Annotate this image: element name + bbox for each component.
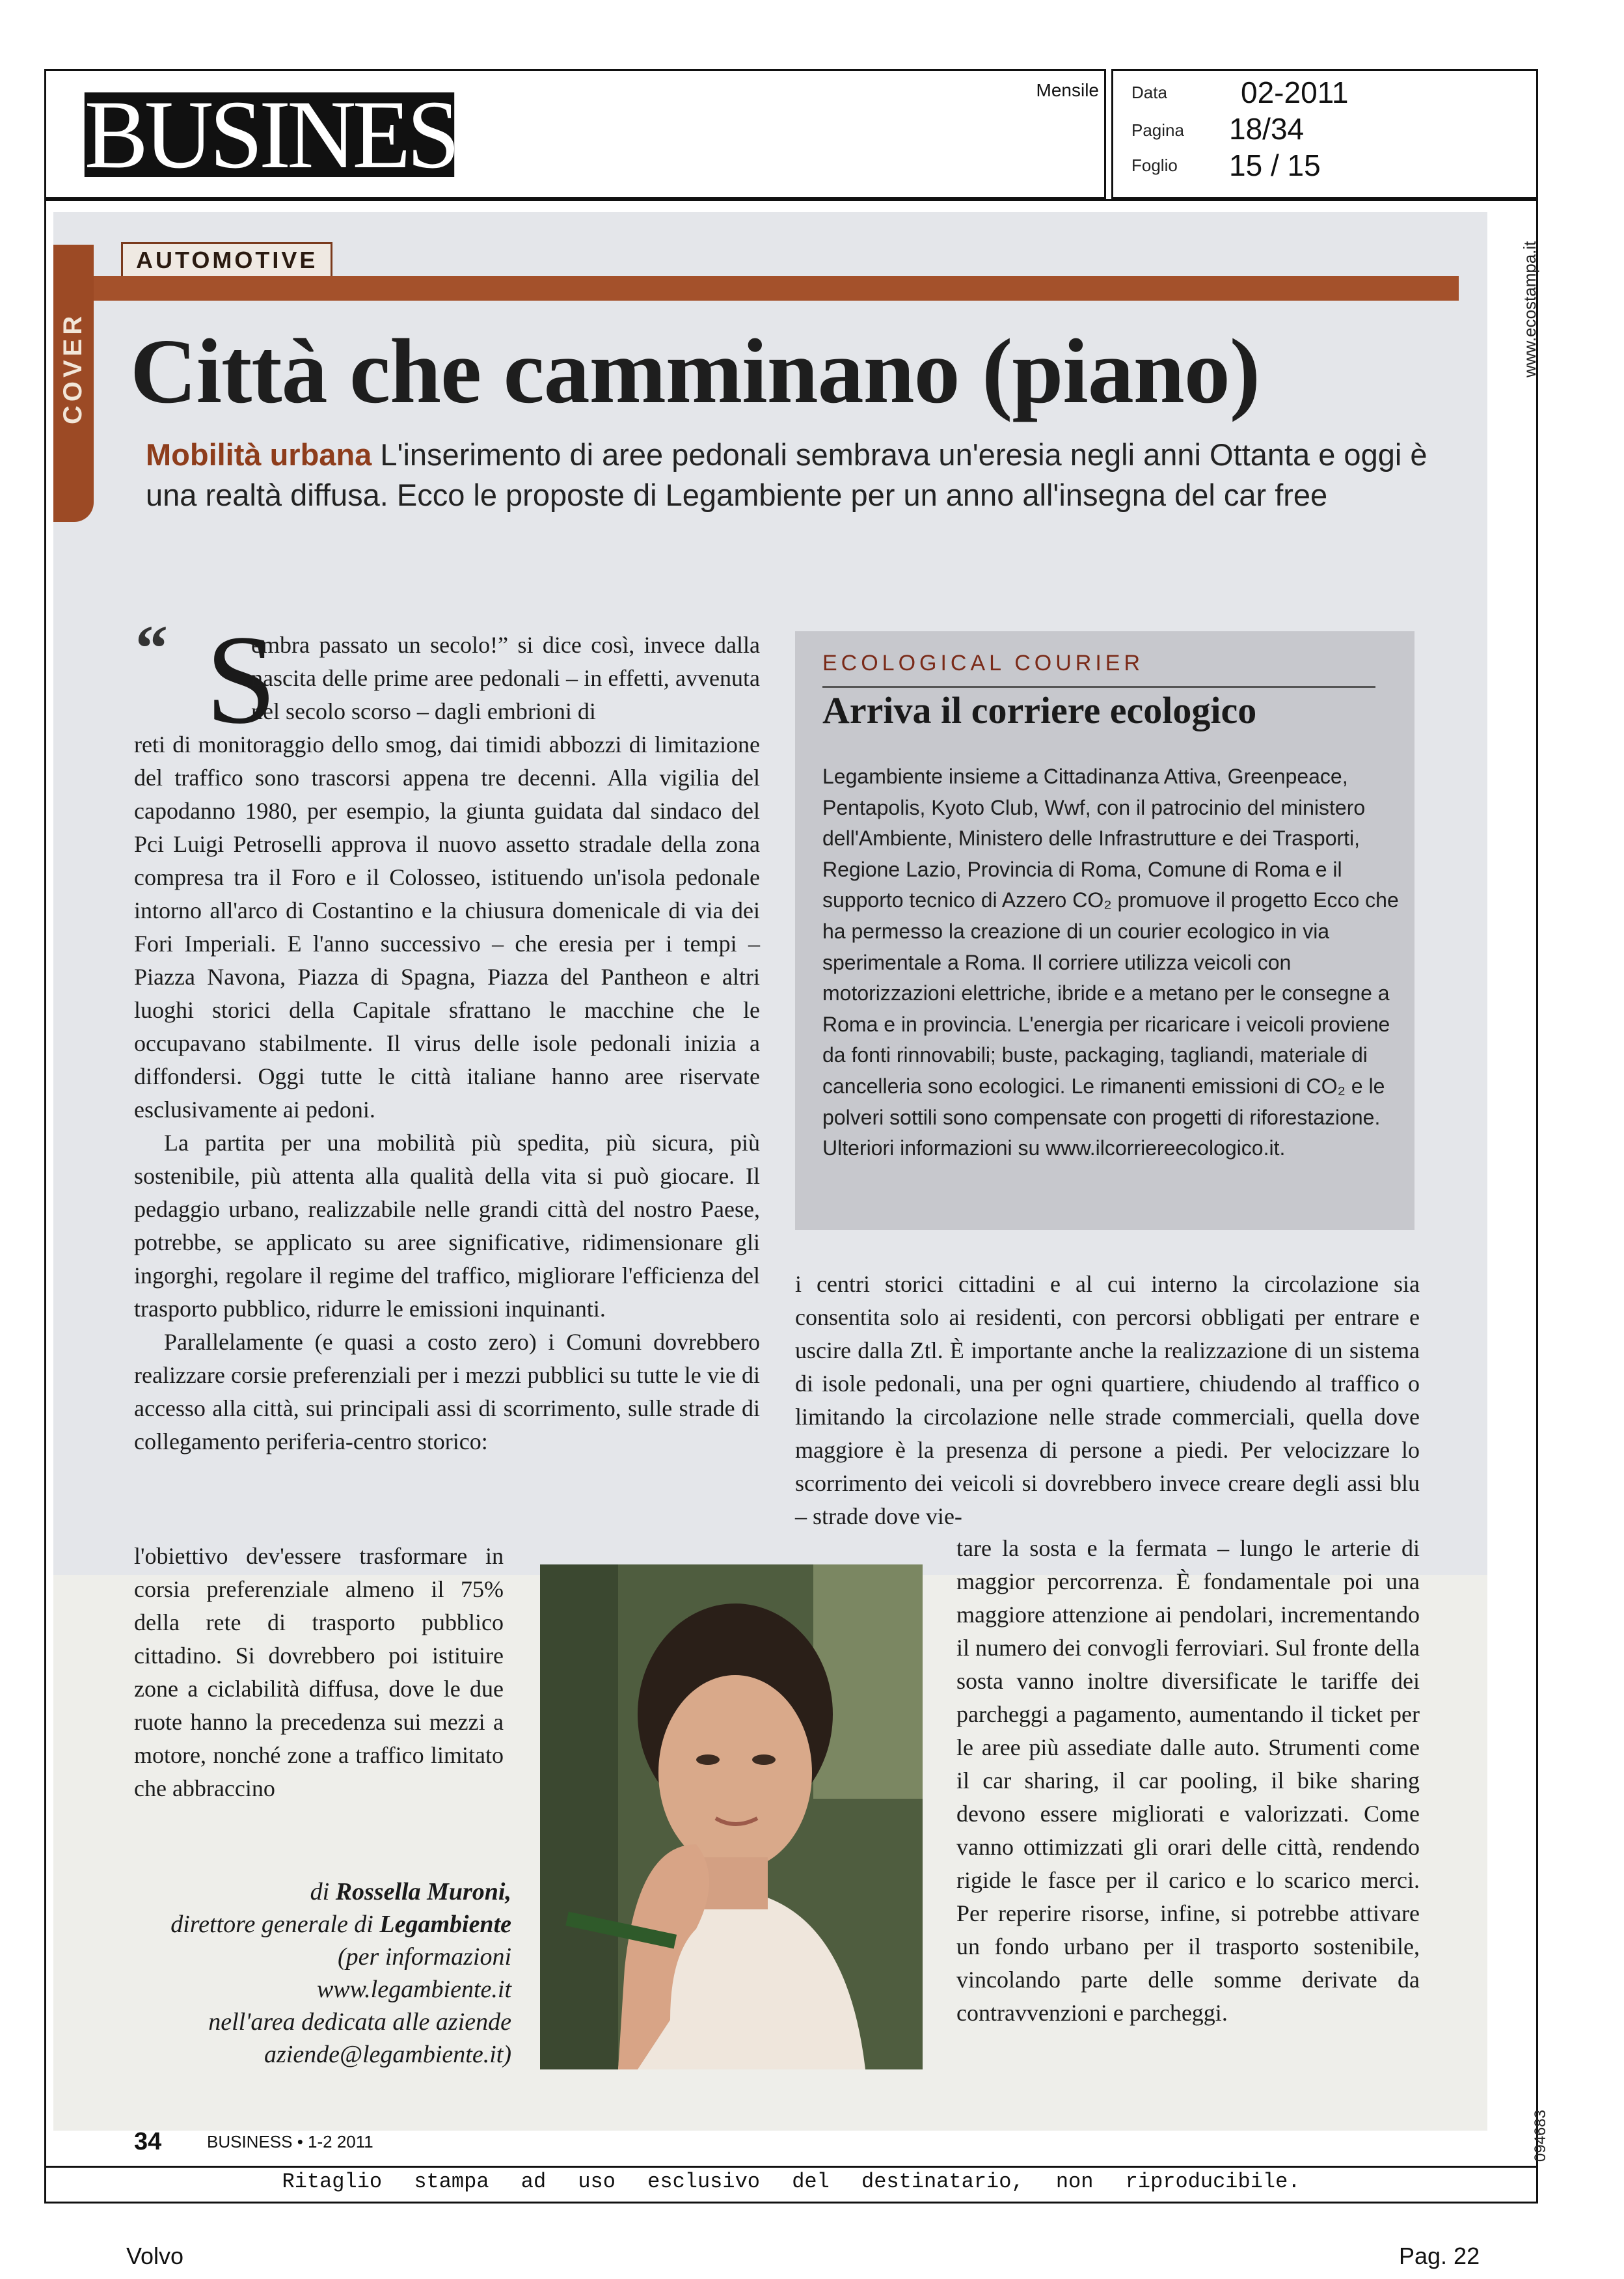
- byline-info-4: aziende@legambiente.it): [264, 2041, 511, 2068]
- author-photo: [540, 1564, 923, 2069]
- drop-cap: S: [206, 609, 277, 750]
- page-value: 18/34: [1229, 112, 1305, 146]
- sidebar-body: Legambiente insieme a Cittadinanza Attiva, Greenpeace, Pentapolis, Kyoto Club, Wwf, con il patrocinio del ministero dell'Ambiente, Ministero delle Infrastrutture e dei Trasporti, Regione Lazio, Provincia di Roma, Comune di Roma e il supporto tecnico di Azzero CO₂ promuove il progetto Ecco che ha permesso la creazione di un courier ecologico in via sperimentale a Roma. Il corriere utilizza veicoli con motorizzazioni elettriche, ibride e a metano per le consegne a Roma e in provincia. L'energia per ricaricare i veicoli proviene da fonti rinnovabili; buste, packaging, tagliandi, materiale di cancelleria sono ecologici. Le rimanenti emissioni di CO₂ e le polveri sottili sono compensate con progetti di riforestazione. Ulteriori informazioni su www.ilcorriereecologico.it.: [822, 765, 1399, 1160]
- sidebar-title: Arriva il corriere ecologico: [822, 689, 1257, 731]
- byline-info-1: (per informazioni: [337, 1943, 511, 1971]
- side-code: 094683: [1532, 2109, 1549, 2162]
- header-info-box: [1111, 69, 1538, 199]
- byline-role: direttore generale di: [170, 1911, 373, 1938]
- page-label: Pagina: [1131, 120, 1184, 140]
- sheet-value: 15 / 15: [1229, 148, 1321, 182]
- magazine-logo: BUSINESS: [84, 81, 506, 189]
- date-label: Data: [1131, 83, 1167, 102]
- paragraph-3-start: Parallelamente (e quasi a costo zero) i Comuni dovrebbero realizzare corsie preferenziali per i mezzi pubblici su tutte le vie di accesso alla città, sui principali assi di scorrimento, sulle strade di collegamento periferia-centro storico:: [134, 1329, 760, 1454]
- byline-name: Rossella Muroni,: [335, 1878, 511, 1905]
- paragraph-3-col2b: tare la sosta e la fermata – lungo le arterie di maggior percorrenza. È fondamentale poi una maggiore attenzione ai pendolari, incrementando il numero dei convogli ferroviari. Sul fronte della sosta vanno inoltre diversificate le tariffe dei parcheggi a pagamento, aumentando il ticket per le aree più assediate dalle auto. Strumenti come il car sharing, il car pooling, il bike sharing devono essere migliorati e valorizzati. Come vanno ottimizzati gli orari delle città, rendendo rigide le fasce per il carico e lo scarico merci. Per reperire risorse, infine, si potrebbe attivare un fondo urbano per il trasporto sostenibile, vincolando parte delle somme derivate da contravvenzioni e parcheggi.: [956, 1535, 1420, 2026]
- byline-org: Legambiente: [379, 1911, 511, 1938]
- sidebar-rule: [822, 686, 1375, 688]
- quote-mark: “: [135, 612, 168, 684]
- footer-page: Pag. 22: [1399, 2243, 1480, 2269]
- paragraph-3-wrap: l'obiettivo dev'essere trasformare in corsia preferenziale almeno il 75% della rete di trasporto pubblico cittadino. Si dovrebbero poi istituire zone a ciclabilità diffusa, dove le due ruote hanno la precedenza sui mezzi a motore, nonché zone a traffico limitato che abbraccino: [134, 1543, 504, 1801]
- section-label: AUTOMOTIVE: [121, 242, 332, 276]
- sheet-label: Foglio: [1131, 156, 1178, 175]
- section-rule: [94, 276, 1459, 301]
- paragraph-2: La partita per una mobilità più spedita, più sicura, più sostenibile, più attenta alla qualità della vita si può giocare. Il pedaggio urbano, realizzabile nelle grandi città del nostro Paese, potrebbe, se applicato su aree significative, ridimensionare gli ingorghi, regolare il regime del traffico, migliorare l'efficienza del trasporto pubblico, ridurre le emissioni inquinanti.: [134, 1130, 760, 1322]
- periodicity: Mensile: [1036, 80, 1099, 100]
- byline-prefix: di: [310, 1878, 330, 1905]
- magazine-page-number: 34: [134, 2128, 162, 2155]
- headline: Città che camminano (piano): [130, 320, 1260, 422]
- clipping-notice: Ritaglio stampa ad uso esclusivo del destinatario, non riproducibile.: [282, 2170, 1301, 2194]
- byline-info-3: nell'area dedicata alle aziende: [208, 2008, 511, 2036]
- date-value: 02-2011: [1241, 75, 1349, 109]
- deck: [146, 435, 1447, 515]
- footer-client: Volvo: [126, 2243, 184, 2269]
- paragraph-3-col2: i centri storici cittadini e al cui interno la circolazione sia consentita solo ai residenti, con percorsi obbligati per entrare e uscire dalla Ztl. È importante anche la realizzazione di un sistema di isole pedonali, una per ogni quartiere, chiudendo al traffico o limitando la circolazione nelle strade commerciali, quella dove maggiore è la presenza di persone a piedi. Per velocizzare lo scorrimento dei veicoli si dovrebbero invece creare degli assi blu – strade dove vie-: [795, 1271, 1420, 1529]
- sidebar-kicker: ECOLOGICAL COURIER: [822, 651, 1144, 676]
- byline: [135, 1876, 511, 2071]
- paragraph-1-rest: reti di monitoraggio dello smog, dai timidi abbozzi di limitazione del traffico sono trascorsi appena tre decenni. Alla vigilia del capodanno 1980, per esempio, la giunta guidata dal sindaco del Pci Luigi Petroselli approva il nuovo assetto stradale della zona compresa tra il Foro e il Colosseo, istituendo un'isola pedonale intorno all'arco di Costantino e la chiusura domenicale di via dei Fori Imperiali. E l'anno successivo – che eresia per i tempi – Piazza Navona, Piazza di Spagna, Piazza del Pantheon e altri luoghi storici della Capitale sfrattano le macchine che le occupavano stabilmente. Il virus delle isole pedonali inizia a diffondersi. Oggi tutte le città italiane hanno aree riservate esclusivamente ai pedoni.: [134, 731, 760, 1123]
- magazine-issue: BUSINESS • 1-2 2011: [207, 2132, 373, 2151]
- portrait-illustration: [540, 1564, 923, 2069]
- paragraph-1-start: embra passato un secolo!” si dice così, invece dalla nascita delle prime aree pedonali – in effetti, avvenuta nel secolo scorso – dagli embrioni di: [251, 632, 760, 724]
- byline-info-2: www.legambiente.it: [316, 1976, 511, 2003]
- notice-divider: [44, 2166, 1538, 2168]
- deck-text: L'inserimento di aree pedonali sembrava un'eresia negli anni Ottanta e oggi è una realtà diffusa. Ecco le proposte di Legambiente per un anno all'insegna del car free: [146, 437, 1428, 512]
- deck-lead: Mobilità urbana: [146, 437, 372, 472]
- side-url: www.ecostampa.it: [1520, 241, 1539, 377]
- column-1: [134, 728, 760, 1458]
- cover-label: COVER: [59, 312, 87, 424]
